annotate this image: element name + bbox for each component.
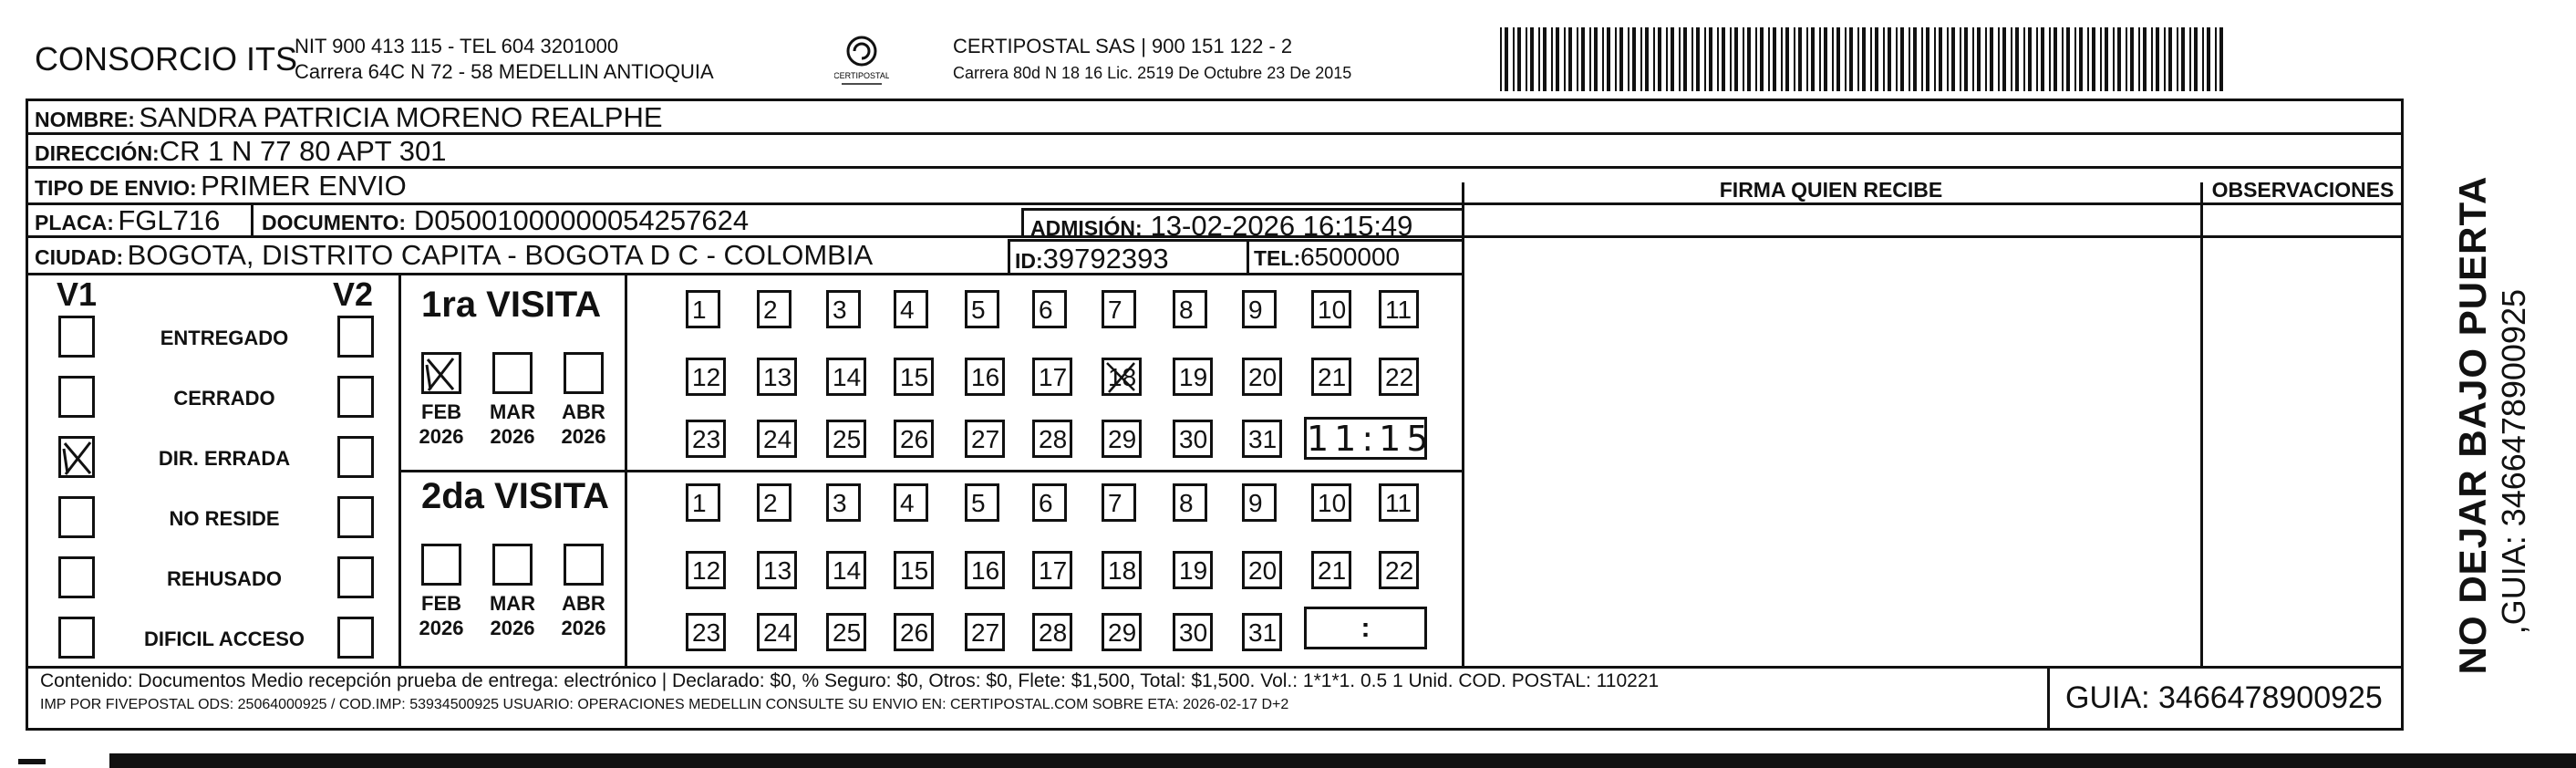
day-box[interactable]: 31: [1242, 420, 1282, 458]
certipostal-line2: Carrera 80d N 18 16 Lic. 2519 De Octubre 23 De 2015: [953, 64, 1352, 82]
day-box[interactable]: 23: [686, 613, 726, 651]
direccion-value: CR 1 N 77 80 APT 301: [159, 135, 447, 167]
placa-value: FGL716: [118, 204, 221, 236]
day-box[interactable]: 10: [1311, 290, 1351, 328]
visit1-title: 1ra VISITA: [421, 285, 602, 325]
barcode-bar: [1666, 27, 1668, 91]
barcode-bar: [1577, 27, 1578, 91]
barcode-bar: [1743, 27, 1744, 91]
v2-checkbox[interactable]: [337, 617, 374, 659]
barcode-bar: [1628, 27, 1629, 91]
day-box[interactable]: 4: [894, 290, 928, 328]
barcode-bar: [1960, 27, 1961, 91]
barcode-bar: [1709, 27, 1712, 91]
barcode-bar: [2219, 27, 2223, 91]
barcode-bar: [1781, 27, 1783, 91]
barcode-bar: [2138, 27, 2140, 91]
nit-line: NIT 900 413 115 - TEL 604 3201000: [295, 35, 619, 57]
day-box[interactable]: 5: [965, 290, 999, 328]
day-box[interactable]: 24: [757, 420, 797, 458]
documento-value: D05001000000054257624: [413, 204, 750, 236]
side-guia: ,GUIA: 3466478900925: [2495, 289, 2532, 635]
status-option-label: CERRADO: [173, 387, 275, 410]
barcode-bar: [1926, 27, 1929, 91]
barcode-bar: [1683, 27, 1687, 91]
barcode-bar: [1921, 27, 1923, 91]
day-box[interactable]: 12: [686, 551, 726, 589]
barcode-bar: [2092, 27, 2095, 91]
barcode-bar: [2036, 27, 2038, 91]
month-checkbox[interactable]: [421, 544, 461, 586]
barcode-bar: [1526, 27, 1527, 91]
barcode-bar: [1696, 27, 1700, 91]
barcode-bar: [1972, 27, 1974, 91]
address-line: Carrera 64C N 72 - 58 MEDELLIN ANTIOQUIA: [295, 60, 714, 83]
barcode-bar: [2194, 27, 2198, 91]
id-value: 39792393: [1042, 243, 1169, 275]
barcode-bar: [1594, 27, 1598, 91]
visit2-time-box[interactable]: [1304, 607, 1427, 649]
direccion-label: DIRECCIÓN:: [35, 141, 160, 165]
barcode-bar: [1849, 27, 1853, 91]
day-box[interactable]: 26: [894, 613, 934, 651]
barcode-bar: [2100, 27, 2102, 91]
barcode-bar: [1819, 27, 1821, 91]
nombre-value: SANDRA PATRICIA MORENO REALPHE: [139, 101, 663, 133]
v1-checkbox[interactable]: [58, 496, 95, 538]
nombre-label: NOMBRE:: [35, 108, 135, 131]
status-option-label: REHUSADO: [167, 567, 282, 590]
barcode-bar: [1913, 27, 1917, 91]
barcode-bar: [2130, 27, 2134, 91]
month-label: MAR 2026: [489, 592, 536, 639]
barcode-bar: [1934, 27, 1936, 91]
placa-label: PLACA:: [35, 211, 114, 234]
barcode-bar: [2151, 27, 2153, 91]
day-box[interactable]: 21: [1311, 358, 1351, 396]
barcode-bar: [2177, 27, 2178, 91]
barcode-bar: [2054, 27, 2057, 91]
day-box[interactable]: 24: [757, 613, 797, 651]
id-label: ID:: [1015, 249, 1043, 273]
barcode-bar: [1990, 27, 1993, 91]
documento-label: DOCUMENTO:: [262, 211, 407, 234]
barcode-bar: [1734, 27, 1738, 91]
day-box[interactable]: 27: [965, 613, 1005, 651]
barcode-bar: [1564, 27, 1566, 91]
barcode-bar: [2028, 27, 2032, 91]
barcode-bar: [1785, 27, 1789, 91]
day-box[interactable]: 13: [757, 551, 797, 589]
barcode-bar: [1615, 27, 1617, 91]
v1-checkbox[interactable]: [58, 436, 95, 478]
day-box[interactable]: 28: [1032, 420, 1072, 458]
barcode-bar: [1998, 27, 2000, 91]
barcode-bar: [1896, 27, 1898, 91]
barcode-bar: [1538, 27, 1540, 91]
visit1-time-box[interactable]: [1304, 417, 1434, 460]
tel-label: TEL:: [1254, 246, 1301, 270]
barcode-bar: [1530, 27, 1534, 91]
barcode-bar: [2079, 27, 2083, 91]
barcode-bar: [2066, 27, 2070, 91]
day-box[interactable]: 20: [1242, 358, 1282, 396]
day-box[interactable]: 2: [757, 483, 791, 522]
barcode-bar: [2156, 27, 2159, 91]
barcode-bar: [1900, 27, 1904, 91]
barcode-bar: [2105, 27, 2108, 91]
company-name: CONSORCIO ITS: [35, 40, 298, 78]
barcode-bar: [1985, 27, 1987, 91]
v2-label: V2: [333, 275, 374, 313]
day-box[interactable]: 22: [1379, 358, 1419, 396]
barcode-bar: [2181, 27, 2185, 91]
side-warning: NO DEJAR BAJO PUERTA: [2451, 175, 2494, 675]
barcode-bar: [2074, 27, 2076, 91]
day-box[interactable]: 18: [1102, 358, 1142, 396]
barcode-bar: [1691, 27, 1693, 91]
day-box[interactable]: 1: [686, 290, 720, 328]
footer-line1: Contenido: Documentos Medio recepción prueba de entrega: electrónico | Declarado: $0, % Seguro: $0, Otros: $0, Flete: $1,500, Total: $1,500. Vol.: 1*1*1. 0.5 1 Unid. COD. POSTAL: 110221: [40, 670, 1660, 691]
day-box[interactable]: 25: [826, 613, 866, 651]
barcode-bar: [2117, 27, 2121, 91]
barcode-bar: [2143, 27, 2147, 91]
barcode-bar: [1947, 27, 1949, 91]
barcode-bar: [1870, 27, 1872, 91]
barcode-bar: [1862, 27, 1866, 91]
barcode: [1500, 27, 2225, 91]
ciudad-value: BOGOTA, DISTRITO CAPITA - BOGOTA D C - COLOMBIA: [127, 239, 874, 271]
day-box[interactable]: 2: [757, 290, 791, 328]
barcode-bar: [1730, 27, 1732, 91]
month-label: ABR 2026: [561, 400, 606, 448]
day-box[interactable]: 6: [1032, 483, 1067, 522]
barcode-bar: [1505, 27, 1508, 91]
barcode-bar: [1875, 27, 1878, 91]
v1-checkbox[interactable]: [58, 376, 95, 418]
day-box[interactable]: 8: [1173, 483, 1207, 522]
month-checkbox[interactable]: [492, 352, 533, 394]
day-box[interactable]: 7: [1102, 483, 1136, 522]
day-box[interactable]: 15: [894, 358, 934, 396]
day-cross-mark: [1103, 359, 1140, 396]
barcode-bar: [2189, 27, 2191, 91]
v2-checkbox[interactable]: [337, 496, 374, 538]
barcode-bar: [1845, 27, 1847, 91]
tel-value: 6500000: [1300, 243, 1401, 271]
admision-label: ADMISIÓN:: [1030, 216, 1143, 240]
day-box[interactable]: 30: [1173, 613, 1213, 651]
status-option-label: NO RESIDE: [169, 507, 280, 530]
barcode-bar: [1581, 27, 1585, 91]
day-box[interactable]: 25: [826, 420, 866, 458]
barcode-bar: [1773, 27, 1776, 91]
barcode-bar: [1806, 27, 1808, 91]
day-box[interactable]: 9: [1242, 483, 1277, 522]
day-box[interactable]: 20: [1242, 551, 1282, 589]
day-box[interactable]: 6: [1032, 290, 1067, 328]
barcode-bar: [1556, 27, 1559, 91]
month-checkbox[interactable]: [564, 544, 604, 586]
firma-header: FIRMA QUIEN RECIBE: [1719, 178, 1943, 202]
barcode-bar: [2113, 27, 2115, 91]
day-box[interactable]: 30: [1173, 420, 1213, 458]
observaciones-header: OBSERVACIONES: [2211, 178, 2395, 202]
barcode-bar: [2002, 27, 2006, 91]
side-text: [2451, 176, 2533, 675]
barcode-bar: [2041, 27, 2044, 91]
day-box[interactable]: 11: [1379, 290, 1419, 328]
barcode-bar: [1760, 27, 1764, 91]
v1-checkbox[interactable]: [58, 556, 95, 598]
barcode-bar: [1717, 27, 1719, 91]
month-label: FEB 2026: [419, 592, 464, 639]
barcode-bar: [2126, 27, 2127, 91]
barcode-bar: [2087, 27, 2089, 91]
barcode-bar: [1607, 27, 1610, 91]
barcode-bar: [1977, 27, 1981, 91]
logo-text: CERTIPOSTAL: [834, 71, 889, 80]
day-box[interactable]: 9: [1242, 290, 1277, 328]
day-box[interactable]: 16: [965, 551, 1005, 589]
day-box[interactable]: 29: [1102, 613, 1142, 651]
v2-checkbox[interactable]: [337, 436, 374, 478]
v2-checkbox[interactable]: [337, 316, 374, 358]
day-box[interactable]: 16: [965, 358, 1005, 396]
barcode-bar: [1794, 27, 1795, 91]
barcode-bar: [1543, 27, 1547, 91]
day-box[interactable]: 11: [1379, 483, 1419, 522]
month-label: FEB 2026: [419, 400, 464, 448]
day-box[interactable]: 23: [686, 420, 726, 458]
barcode-bar: [1568, 27, 1572, 91]
day-box[interactable]: 4: [894, 483, 928, 522]
v1-checkbox[interactable]: [58, 617, 95, 659]
day-box[interactable]: 19: [1173, 358, 1213, 396]
day-box[interactable]: 17: [1032, 551, 1072, 589]
month-checkbox[interactable]: [421, 352, 461, 394]
barcode-bar: [1513, 27, 1515, 91]
footer-line2: IMP POR FIVEPOSTAL ODS: 25064000925 / COD.IMP: 53934500925 USUARIO: OPERACIONES MEDELLIN CONSULTE SU ENVIO EN: CERTIPOSTAL.COM SOBRE ETA: 2026-02-17 D+2: [40, 697, 1289, 712]
barcode-bar: [1836, 27, 1840, 91]
day-box[interactable]: 3: [826, 483, 861, 522]
bottom-edge: [109, 753, 2576, 768]
day-box[interactable]: 14: [826, 358, 866, 396]
day-box[interactable]: 31: [1242, 613, 1282, 651]
barcode-bar: [1602, 27, 1604, 91]
day-box[interactable]: 22: [1379, 551, 1419, 589]
barcode-bar: [2207, 27, 2210, 91]
barcode-bar: [2202, 27, 2204, 91]
day-box[interactable]: 5: [965, 483, 999, 522]
barcode-bar: [1964, 27, 1968, 91]
v2-checkbox[interactable]: [337, 556, 374, 598]
status-option-label: ENTREGADO: [160, 327, 289, 349]
barcode-bar: [1722, 27, 1725, 91]
barcode-bar: [1824, 27, 1827, 91]
day-box[interactable]: 15: [894, 551, 934, 589]
barcode-bar: [1551, 27, 1553, 91]
barcode-bar: [1653, 27, 1655, 91]
barcode-bar: [1658, 27, 1661, 91]
day-box[interactable]: 27: [965, 420, 1005, 458]
day-box[interactable]: 17: [1032, 358, 1072, 396]
day-box[interactable]: 14: [826, 551, 866, 589]
ciudad-label: CIUDAD:: [35, 245, 124, 269]
barcode-bar: [2062, 27, 2064, 91]
barcode-bar: [2015, 27, 2019, 91]
barcode-bar: [1619, 27, 1623, 91]
barcode-bar: [1671, 27, 1674, 91]
day-box[interactable]: 29: [1102, 420, 1142, 458]
day-box[interactable]: 10: [1311, 483, 1351, 522]
barcode-bar: [1951, 27, 1955, 91]
certipostal-logo-icon: [834, 33, 889, 88]
visit2-time: :: [1360, 613, 1371, 643]
barcode-bar: [1640, 27, 1642, 91]
barcode-bar: [1883, 27, 1885, 91]
month-label: ABR 2026: [561, 592, 606, 639]
barcode-bar: [1768, 27, 1770, 91]
barcode-bar: [1517, 27, 1521, 91]
visit1-time: 11:15: [1307, 419, 1434, 459]
tipo-envio-value: PRIMER ENVIO: [201, 170, 407, 202]
visit2-title: 2da VISITA: [421, 476, 609, 516]
barcode-bar: [2049, 27, 2051, 91]
day-box[interactable]: 3: [826, 290, 861, 328]
day-box[interactable]: 8: [1173, 290, 1207, 328]
certipostal-line1: CERTIPOSTAL SAS | 900 151 122 - 2: [953, 35, 1293, 57]
barcode-bar: [1888, 27, 1891, 91]
barcode-bar: [1704, 27, 1706, 91]
barcode-bar: [1939, 27, 1942, 91]
barcode-bar: [1645, 27, 1649, 91]
day-box[interactable]: 13: [757, 358, 797, 396]
footer-guia: GUIA: 3466478900925: [2065, 680, 2383, 715]
barcode-bar: [2023, 27, 2025, 91]
v1-label: V1: [57, 275, 98, 313]
day-box[interactable]: 12: [686, 358, 726, 396]
barcode-bar: [1679, 27, 1681, 91]
month-checkbox[interactable]: [492, 544, 533, 586]
barcode-bar: [1755, 27, 1757, 91]
admision-value: 13-02-2026 16:15:49: [1150, 210, 1413, 242]
barcode-bar: [2215, 27, 2217, 91]
barcode-bar: [1798, 27, 1802, 91]
status-option-label: DIFICIL ACCESO: [143, 628, 305, 650]
barcode-bar: [1811, 27, 1815, 91]
barcode-bar: [1500, 27, 1502, 91]
status-option-label: DIR. ERRADA: [158, 447, 291, 470]
barcode-bar: [2164, 27, 2166, 91]
day-box[interactable]: 19: [1173, 551, 1213, 589]
barcode-bar: [2168, 27, 2172, 91]
month-checkbox[interactable]: [564, 352, 604, 394]
barcode-bar: [1747, 27, 1751, 91]
v2-checkbox[interactable]: [337, 376, 374, 418]
day-box[interactable]: 26: [894, 420, 934, 458]
day-box[interactable]: 28: [1032, 613, 1072, 651]
day-box[interactable]: 7: [1102, 290, 1136, 328]
day-box[interactable]: 21: [1311, 551, 1351, 589]
v1-checkbox[interactable]: [58, 316, 95, 358]
day-box[interactable]: 18: [1102, 551, 1142, 589]
barcode-bar: [1857, 27, 1859, 91]
barcode-bar: [1832, 27, 1834, 91]
barcode-bar: [1909, 27, 1910, 91]
barcode-bar: [2011, 27, 2012, 91]
tipo-envio-label: TIPO DE ENVIO:: [35, 176, 197, 200]
barcode-bar: [1589, 27, 1591, 91]
month-label: MAR 2026: [489, 400, 536, 448]
barcode-bar: [1632, 27, 1636, 91]
day-box[interactable]: 1: [686, 483, 720, 522]
